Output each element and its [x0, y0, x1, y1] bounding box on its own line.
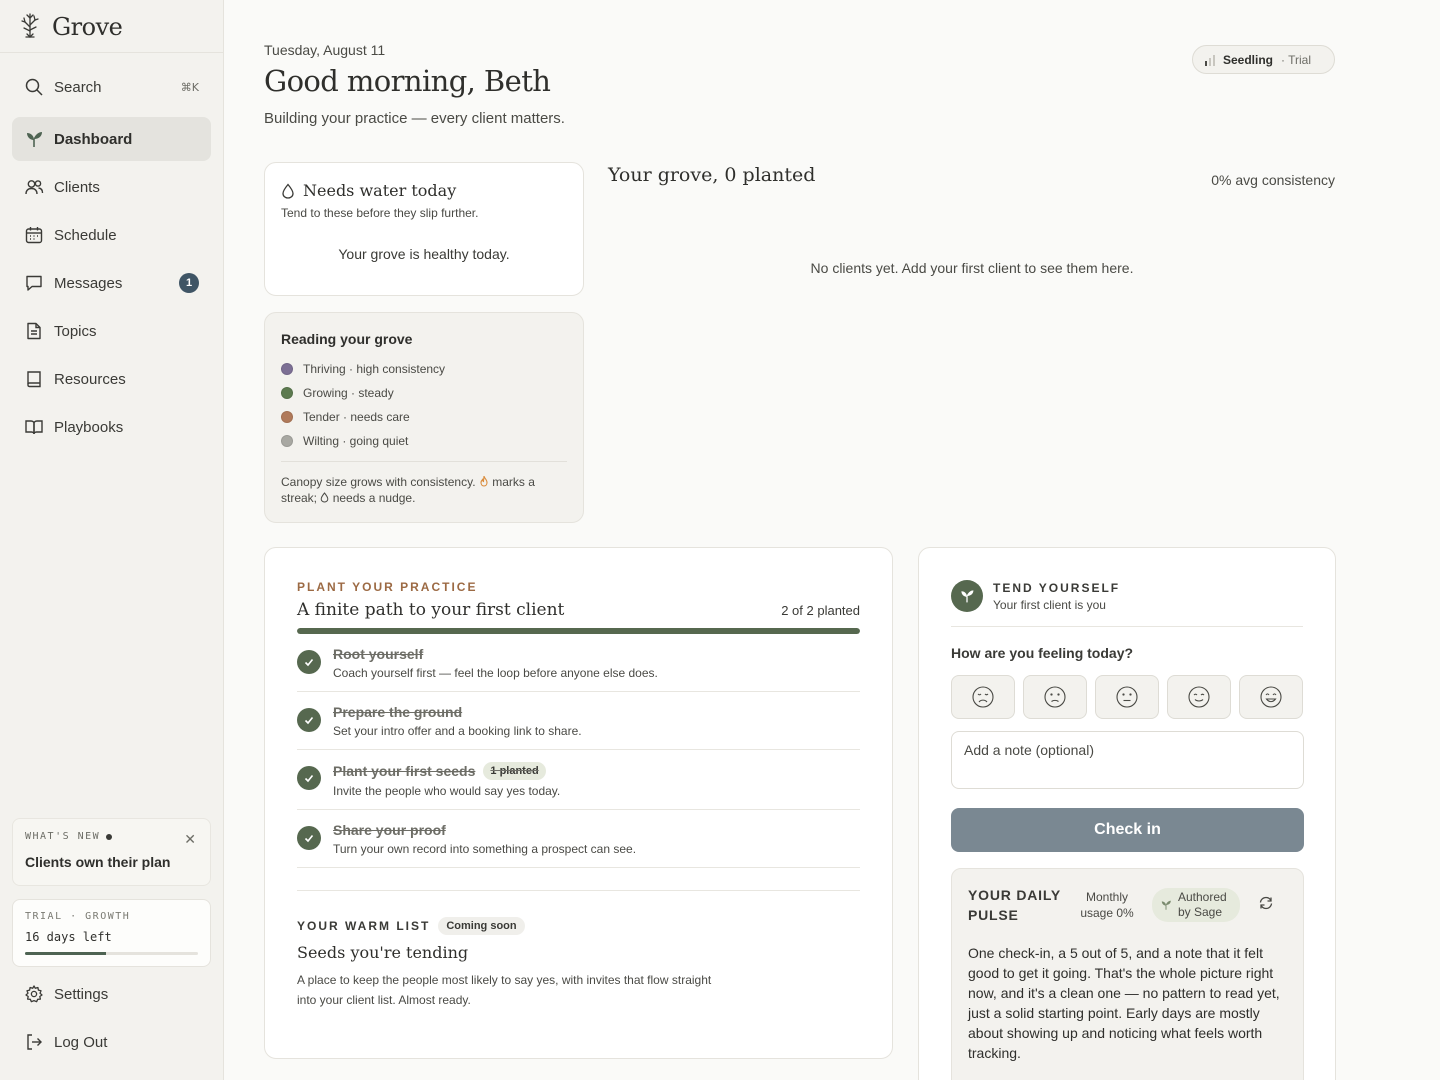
legend-label: Thriving · high consistency	[303, 362, 446, 376]
note-part-1: Canopy size grows with consistency.	[281, 475, 476, 489]
search-label: Search	[54, 78, 102, 96]
needs-water-header	[281, 181, 567, 200]
sidebar-item-resources[interactable]	[12, 358, 211, 400]
step-content	[333, 646, 658, 680]
sad-face-icon	[971, 685, 995, 709]
authored-badge	[1152, 888, 1240, 922]
message-icon	[24, 273, 44, 293]
check-in-button[interactable]: Check in	[951, 808, 1304, 852]
plant-practice-card	[264, 547, 893, 1059]
happy-face-icon	[1259, 685, 1283, 709]
gear-icon	[24, 984, 44, 1004]
sidebar-item-topics[interactable]	[12, 310, 211, 352]
step-title	[333, 646, 658, 662]
book-icon	[24, 369, 44, 389]
plant-title: A finite path to your first client	[297, 600, 565, 620]
tend-heading	[993, 581, 1120, 612]
sidebar	[0, 0, 224, 1080]
sidebar-item-label: Dashboard	[54, 130, 133, 148]
check-icon	[297, 766, 321, 790]
legend-swatch	[281, 435, 293, 447]
plant-count: 2 of 2 planted	[781, 603, 860, 618]
step-title	[333, 762, 560, 780]
sprout-icon	[1160, 899, 1172, 911]
open-book-icon	[24, 417, 44, 437]
grove-legend	[281, 357, 567, 453]
water-drop-icon	[281, 183, 295, 199]
refresh-icon[interactable]	[1258, 895, 1274, 916]
step-desc: Coach yourself first — feel the loop before anyone else does.	[333, 666, 658, 680]
settings-label: Settings	[54, 985, 109, 1003]
legend-label: Wilting · going quiet	[303, 434, 409, 448]
check-icon	[297, 650, 321, 674]
plan-tier: · Trial	[1281, 52, 1312, 67]
warm-list-eyebrow: YOUR WARM LIST	[297, 919, 431, 933]
note-part-2: marks a streak;	[281, 475, 535, 505]
pulse-title: YOUR DAILY PULSE	[968, 887, 1061, 923]
calendar-icon	[24, 225, 44, 245]
mood-1-button[interactable]	[951, 675, 1015, 719]
step-title-text: Prepare the ground	[333, 704, 463, 720]
whats-new-label: WHAT'S NEW	[25, 831, 101, 842]
legend-item	[281, 405, 567, 429]
search-icon	[24, 77, 44, 97]
divider	[951, 626, 1303, 627]
step-content	[333, 762, 560, 798]
legend-swatch	[281, 411, 293, 423]
tend-subtitle: Your first client is you	[993, 597, 1106, 612]
settings-button[interactable]	[12, 973, 211, 1015]
new-dot	[106, 834, 112, 840]
smile-face-icon	[1187, 685, 1211, 709]
step-title-text: Plant your first seeds	[333, 763, 476, 779]
trial-days-left: 16 days left	[25, 930, 112, 944]
legend-label: Tender · needs care	[303, 410, 410, 424]
tend-yourself-card	[918, 547, 1336, 1080]
legend-item	[281, 381, 567, 405]
logout-icon	[24, 1032, 44, 1052]
warm-list-title: Seeds you're tending	[297, 943, 469, 962]
step-content	[333, 822, 636, 856]
sidebar-item-playbooks[interactable]	[12, 406, 211, 448]
plant-eyebrow: PLANT YOUR PRACTICE	[297, 580, 478, 594]
sidebar-item-schedule[interactable]	[12, 214, 211, 256]
check-icon	[297, 826, 321, 850]
sidebar-item-dashboard[interactable]	[12, 117, 211, 161]
flame-icon	[479, 475, 489, 489]
trial-progress-bar	[25, 952, 198, 955]
divider	[0, 52, 223, 53]
legend-label: Growing · steady	[303, 386, 394, 400]
water-drop-icon	[320, 491, 329, 505]
reading-grove-card	[264, 312, 584, 523]
warm-list-header	[297, 917, 860, 935]
trial-progress-fill	[25, 952, 106, 955]
pulse-text: One check-in, a 5 out of 5, and a note that it felt good to get it going. That's the whole picture right now, and it's a clean one — no pattern to read yet, just a solid starting point. Early days are mostly about showing up and noticing what feels worth tracking.	[968, 945, 1280, 1061]
step-item[interactable]	[297, 634, 860, 692]
plant-title-row	[297, 600, 860, 620]
mood-5-button[interactable]	[1239, 675, 1303, 719]
unread-badge: 1	[179, 273, 199, 293]
sidebar-item-label: Clients	[54, 178, 100, 196]
signal-bars-icon	[1205, 54, 1215, 66]
step-desc: Set your intro offer and a booking link to share.	[333, 724, 582, 738]
step-title	[333, 704, 582, 720]
sidebar-item-clients[interactable]	[12, 166, 211, 208]
tend-eyebrow: TEND YOURSELF	[993, 580, 1121, 595]
step-title-text: Root yourself	[333, 646, 424, 662]
plan-name: Seedling	[1223, 52, 1274, 67]
frown-face-icon	[1043, 685, 1067, 709]
monthly-usage: Monthly usage 0%	[1080, 890, 1134, 920]
logout-label: Log Out	[54, 1033, 108, 1051]
step-content	[333, 704, 582, 738]
sprout-icon	[24, 129, 44, 149]
brand-name: Grove	[52, 13, 123, 41]
divider	[297, 890, 860, 891]
planted-tag: 1 planted	[483, 762, 545, 780]
mood-4-button[interactable]	[1167, 675, 1231, 719]
grove-consistency: 0% avg consistency	[1211, 172, 1335, 188]
feeling-question: How are you feeling today?	[951, 645, 1134, 661]
legend-item	[281, 357, 567, 381]
sidebar-item-label: Topics	[54, 322, 97, 340]
grove-title: Your grove, 0 planted	[608, 164, 816, 186]
whats-new-title: Clients own their plan	[25, 854, 171, 870]
sidebar-item-label: Schedule	[54, 226, 117, 244]
tree-logo-icon	[16, 11, 44, 44]
sidebar-item-label: Playbooks	[54, 418, 124, 436]
mood-2-button[interactable]	[1023, 675, 1087, 719]
check-icon	[297, 708, 321, 732]
needs-water-title: Needs water today	[303, 181, 457, 200]
reading-grove-title: Reading your grove	[281, 331, 413, 347]
neutral-face-icon	[1115, 685, 1139, 709]
tend-header	[951, 580, 1303, 612]
grove-empty-state: No clients yet. Add your first client to see them here.	[810, 260, 1134, 276]
step-title	[333, 822, 636, 838]
warm-list-desc: A place to keep the people most likely to say yes, with invites that flow straight into your client list. Almost ready.	[297, 973, 712, 1007]
sidebar-item-messages[interactable]	[12, 262, 211, 304]
step-title-text: Share your proof	[333, 822, 446, 838]
pulse-header	[968, 885, 1287, 925]
close-icon[interactable]: ✕	[184, 831, 196, 847]
step-desc: Invite the people who would say yes today.	[333, 784, 561, 798]
sprout-icon	[951, 580, 983, 612]
document-icon	[24, 321, 44, 341]
current-date: Tuesday, August 11	[264, 42, 386, 58]
legend-swatch	[281, 363, 293, 375]
daily-pulse-panel	[951, 868, 1304, 1080]
whats-new-label-row	[25, 831, 198, 842]
page-subtitle: Building your practice — every client matters.	[264, 110, 565, 127]
legend-item	[281, 429, 567, 453]
trial-label: TRIAL · GROWTH	[25, 911, 131, 922]
step-item[interactable]	[297, 750, 860, 810]
needs-water-status: Your grove is healthy today.	[338, 246, 510, 262]
note-input[interactable]	[951, 731, 1304, 789]
legend-swatch	[281, 387, 293, 399]
coming-soon-badge: Coming soon	[438, 917, 524, 935]
step-item[interactable]	[297, 692, 860, 750]
users-icon	[24, 177, 44, 197]
trial-card[interactable]	[12, 899, 211, 967]
logout-button[interactable]	[12, 1021, 211, 1063]
plan-badge[interactable]	[1192, 45, 1335, 74]
brand[interactable]	[16, 12, 122, 42]
search-button[interactable]	[12, 66, 211, 108]
note-part-3: needs a nudge.	[332, 491, 416, 505]
authored-label: Authored by Sage	[1178, 890, 1227, 919]
step-desc: Turn your own record into something a prospect can see.	[333, 842, 637, 856]
sidebar-item-label: Resources	[54, 370, 126, 388]
needs-water-card	[264, 162, 584, 296]
search-shortcut: ⌘K	[180, 80, 199, 94]
mood-selector	[951, 675, 1303, 719]
step-item[interactable]	[297, 810, 860, 868]
sidebar-item-label: Messages	[54, 274, 123, 292]
needs-water-subtitle: Tend to these before they slip further.	[281, 206, 479, 220]
page-title: Good morning, Beth	[264, 64, 551, 98]
whats-new-card[interactable]	[12, 818, 211, 886]
divider	[281, 461, 567, 462]
mood-3-button[interactable]	[1095, 675, 1159, 719]
reading-grove-note	[281, 474, 567, 506]
